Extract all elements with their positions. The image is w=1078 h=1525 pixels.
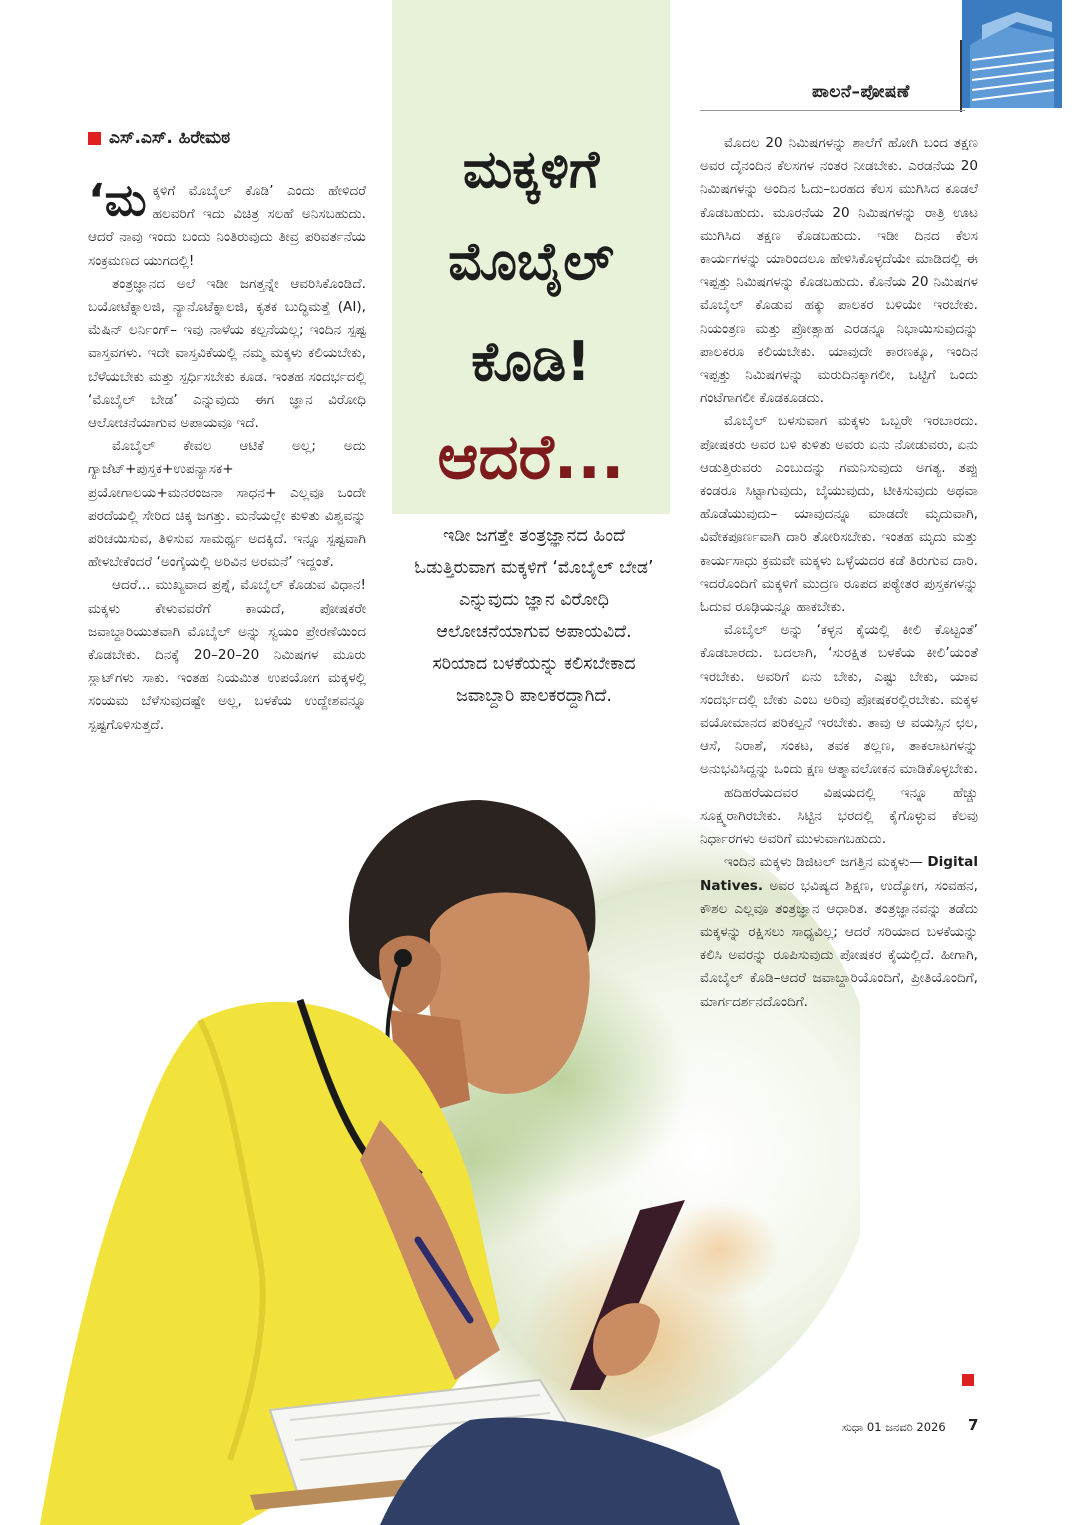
- drop-cap: ‘ಮ: [88, 175, 147, 226]
- header-divider: [960, 40, 962, 112]
- byline: [88, 128, 230, 148]
- paragraph: [88, 175, 366, 273]
- article-right-column: [700, 132, 978, 1014]
- section-underline: [700, 110, 965, 111]
- title-line-3: ಕೊಡಿ!: [471, 330, 591, 393]
- paragraph: ತಂತ್ರಜ್ಞಾನದ ಅಲೆ ಇಡೀ ಜಗತ್ತನ್ನೇ ಆವರಿಸಿಕೊಂಡಿದೆ. ಬಯೋಟೆಕ್ನಾಲಜಿ, ನ್ಯಾನೊಟೆಕ್ನಾಲಜಿ, ಕೃತಕ ಬುದ್ಧಿಮತ್ತೆ (AI), ಮೆಷಿನ್ ಲರ್ನಿಂಗ್– ಇವು ನಾಳೆಯ ಕಲ್ಪನೆಯಲ್ಲ; ಇಂದಿನ ಸ್ಪಷ್ಟ ವಾಸ್ತವಗಳು. ಇದೇ ವಾಸ್ತವಿಕೆಯಲ್ಲಿ ನಮ್ಮ ಮಕ್ಕಳು ಕಲಿಯಬೇಕು, ಬೆಳೆಯಬೇಕು ಮತ್ತು ಸ್ಪರ್ಧಿಸಬೇಕು ಕೂಡ. ಇಂತಹ ಸಂದರ್ಭದಲ್ಲಿ ‘ಮೊಬೈಲ್ ಬೇಡ’ ಎನ್ನುವುದು ಈಗ ಜ್ಞಾನ ವಿರೋಧಿ ಆಲೋಚನೆಯಾಗುವ ಅಪಾಯವೂ ಇದೆ.: [88, 275, 366, 432]
- paragraph: ಮೊದಲ 20 ನಿಮಿಷಗಳನ್ನು ಶಾಲೆಗೆ ಹೋಗಿ ಬಂದ ತಕ್ಷಣ ಅವರ ದೈನಂದಿನ ಕೆಲಸಗಳ ನಂತರ ನೀಡಬೇಕು. ಎರಡನೆಯ 20 ನಿಮಿಷಗಳನ್ನು ಅಂದಿನ ಓದು–ಬರಹದ ಕೆಲಸ ಮುಗಿಸಿದ ಕೂಡಲೆ ಕೊಡಬಹುದು. ಮೂರನೆಯ 20 ನಿಮಿಷಗಳನ್ನು ರಾತ್ರಿ ಊಟ ಮುಗಿಸಿದ ತಕ್ಷಣ ಕೊಡಬಹುದು. ಇಡೀ ದಿನದ ಕೆಲಸ ಕಾರ್ಯಗಳನ್ನು ಯಾರಿಂದಲೂ ಹೇಳಿಸಿಕೊಳ್ಳದೆಯೇ ಮಾಡಿದಲ್ಲಿ ಈ ಇಪ್ಪತ್ತು ನಿಮಿಷಗಳನ್ನು ಕೊಡಬಹುದು. ಕೊನೆಯ 20 ನಿಮಿಷಗಳ ಮೊಬೈಲ್ ಕೊಡುವ ಹಕ್ಕು ಪಾಲಕರ ಬಳಿಯೇ ಇರಬೇಕು. ನಿಯಂತ್ರಣ ಮತ್ತು ಪ್ರೋತ್ಸಾಹ ಎರಡನ್ನೂ ನಿಭಾಯಿಸುವುದನ್ನು ಪಾಲಕರೂ ಕಲಿಯಬೇಕು. ಯಾವುದೇ ಕಾರಣಕ್ಕೂ, ಇಂದಿನ ಇಪ್ಪತ್ತು ನಿಮಿಷಗಳನ್ನು ಮರುದಿನಕ್ಕಾಗಲೀ, ಒಟ್ಟಿಗೆ ಒಂದು ಗಂಟೆಗಾಗಲೀ ಕೊಡಕೂಡದು.: [700, 135, 978, 407]
- paragraph: ಮೊಬೈಲ್ ಕೇವಲ ಆಟಿಕೆ ಅಲ್ಲ; ಅದು ಗ್ಯಾಜೆಟ್+ಪುಸ್ತಕ+ಉಪನ್ಯಾಸಕ+ ಪ್ರಯೋಗಾಲಯ+ಮನರಂಜನಾ ಸಾಧನ+ ಎಲ್ಲವೂ ಒಂದೇ ಪರದೆಯಲ್ಲಿ ಸೇರಿದ ಚಿಕ್ಕ ಜಗತ್ತು. ಮನೆಯಲ್ಲೇ ಕುಳಿತು ವಿಶ್ವವನ್ನು ಪರಿಚಯಿಸುವ, ತಿಳಿಸುವ ಸಾಮರ್ಥ್ಯ ಅದಕ್ಕಿದೆ. ಇನ್ನೂ ಸ್ಪಷ್ಟವಾಗಿ ಹೇಳಬೇಕೆಂದರೆ ‘ಅಂಗೈಯಲ್ಲಿ ಅರಿವಿನ ಅರಮನೆ’ ಇದ್ದಂತೆ.: [88, 438, 366, 571]
- building-logo-icon: [962, 0, 1062, 108]
- paragraph: ಮೊಬೈಲ್ ಅನ್ನು ‘ಕಳ್ಳನ ಕೈಯಲ್ಲಿ ಕೀಲಿ ಕೊಟ್ಟಂತೆ’ ಕೊಡಬಾರದು. ಬದಲಾಗಿ, ‘ಸುರಕ್ಷಿತ ಬಳಕೆಯ ಕೀಲಿ’ಯಂತೆ ಇರಬೇಕು. ಅವರಿಗೆ ಏನು ಬೇಕು, ಎಷ್ಟು ಬೇಕು, ಯಾವ ಸಂದರ್ಭದಲ್ಲಿ ಬೇಕು ಎಂಬ ಅರಿವು ಪೋಷಕರಲ್ಲಿರಬೇಕು. ಮಕ್ಕಳ ವಯೋಮಾನದ ಪರಿಕಲ್ಪನೆ ಇರಬೇಕು. ತಾವು ಆ ವಯಸ್ಸಿನ ಛಲ, ಆಸೆ, ನಿರಾಶೆ, ಸಂಕಟ, ತವಕ ತಲ್ಲಣ, ತಾಕಲಾಟಗಳನ್ನು ಅನುಭವಿಸಿದ್ದನ್ನು ಒಂದು ಕ್ಷಣ ಆತ್ಮಾವಲೋಕನ ಮಾಡಿಕೊಳ್ಳಬೇಕು.: [700, 622, 978, 778]
- paragraph: ಆದರೆ... ಮುಖ್ಯವಾದ ಪ್ರಶ್ನೆ, ಮೊಬೈಲ್ ಕೊಡುವ ವಿಧಾನ! ಮಕ್ಕಳು ಕೇಳುವವರೆಗೆ ಕಾಯದೆ, ಪೋಷಕರೇ ಜವಾಬ್ದಾರಿಯುತವಾಗಿ ಮೊಬೈಲ್ ಅನ್ನು ಸ್ವಯಂ ಪ್ರೇರಣೆಯಿಂದ ಕೊಡಬೇಕು. ದಿನಕ್ಕೆ 20–20–20 ನಿಮಿಷಗಳ ಮೂರು ಸ್ಲಾಟ್‌ಗಳು ಸಾಕು. ಇಂತಹ ನಿಯಮಿತ ಉಪಯೋಗ ಮಕ್ಕಳಲ್ಲಿ ಸಂಯಮ ಬೆಳೆಸುವುದಷ್ಟೇ ಅಲ್ಲ, ಬಳಕೆಯ ಉದ್ದೇಶವನ್ನೂ ಸ್ಪಷ್ಟಗೊಳಿಸುತ್ತದೆ.: [88, 577, 366, 733]
- paragraph: [700, 851, 978, 1013]
- red-square-marker-icon: [88, 132, 101, 145]
- paragraph: ಮೊಬೈಲ್ ಬಳಸುವಾಗ ಮಕ್ಕಳು ಒಬ್ಬರೇ ಇರಬಾರದು. ಪೋಷಕರು ಅವರ ಬಳಿ ಕುಳಿತು ಅವರು ಏನು ನೋಡುವರು, ಏನು ಆಡುತ್ತಿರುವರು ಎಂಬುದನ್ನು ಗಮನಿಸುವುದು ಅಗತ್ಯ. ತಪ್ಪು ಕಂಡರೂ ಸಿಟ್ಟಾಗುವುದು, ಬೈಯುವುದು, ಟೀಕಿಸುವುದು ಅಥವಾ ಹೊಡೆಯುವುದು– ಯಾವುದನ್ನೂ ಮಾಡದೇ ಮೃದುವಾಗಿ, ವಿವೇಕಪೂರ್ಣವಾಗಿ ದಾರಿ ತೋರಿಸಬೇಕು. ಇಂತಹ ಮೃದು ಮತ್ತು ಕಾರ್ಯಸಾಧು ಕ್ರಮವೇ ಮಕ್ಕಳು ಒಳ್ಳೆಯದರ ಕಡೆ ತಿರುಗುವ ದಾರಿ. ಇದರೊಂದಿಗೆ ಮಕ್ಕಳಿಗೆ ಮುದ್ರಣ ರೂಪದ ಪಠ್ಯೇತರ ಪುಸ್ತಕಗಳನ್ನು ಓದುವ ರೂಢಿಯನ್ನೂ ಹಾಕಬೇಕು.: [700, 413, 978, 616]
- title-line-4: ಆದರೆ...: [437, 420, 625, 493]
- title-line-2: ಮೊಬೈಲ್: [448, 232, 614, 292]
- page-number: 7: [968, 1416, 979, 1434]
- issue-footer: ಸುಧಾ 01 ಜನವರಿ 2026: [842, 1420, 946, 1434]
- paragraph-text: ಕ್ಕಳಿಗೆ ಮೊಬೈಲ್ ಕೊಡಿ’ ಎಂದು ಹೇಳಿದರೆ ಹಲವರಿಗೆ ಇದು ವಿಚಿತ್ರ ಸಲಹೆ ಅನಿಸಬಹುದು. ಆದರೆ ನಾವು ಇಂದು ಬಂದು ನಿಂತಿರುವುದು ತೀವ್ರ ಪರಿವರ್ತನೆಯ ಸಂಕ್ರಮಣದ ಯುಗದಲ್ಲಿ!: [88, 183, 366, 269]
- section-label: ಪಾಲನೆ–ಪೋಷಣೆ: [812, 82, 910, 102]
- author-name: ಎಸ್.ಎಸ್. ಹಿರೇಮಠ: [109, 128, 231, 148]
- title-line-1: ಮಕ್ಕಳಿಗೆ: [462, 140, 600, 200]
- pull-quote: ಇಡೀ ಜಗತ್ತೇ ತಂತ್ರಜ್ಞಾನದ ಹಿಂದೆ ಓಡುತ್ತಿರುವಾಗ ಮಕ್ಕಳಿಗೆ ‘ಮೊಬೈಲ್ ಬೇಡ’ ಎನ್ನುವುದು ಜ್ಞಾನ ವಿರೋಧಿ ಆಲೋಚನೆಯಾಗುವ ಅಪಾಯವಿದೆ. ಸರಿಯಾದ ಬಳಕೆಯನ್ನು ಕಲಿಸಬೇಕಾದ ಜವಾಬ್ದಾರಿ ಪಾಲಕರದ್ದಾಗಿದೆ.: [414, 526, 654, 706]
- paragraph-text: ಇಂದಿನ ಮಕ್ಕಳು ಡಿಜಿಟಲ್ ಜಗತ್ತಿನ ಮಕ್ಕಳು—: [724, 854, 928, 871]
- paragraph: ಹದಿಹರೆಯದವರ ವಿಷಯದಲ್ಲಿ ಇನ್ನೂ ಹೆಚ್ಚು ಸೂಕ್ಷ್ಮರಾಗಿರಬೇಕು. ಸಿಟ್ಟಿನ ಭರದಲ್ಲಿ ಕೈಗೊಳ್ಳುವ ಕೆಲವು ನಿರ್ಧಾರಗಳು ಅವರಿಗೆ ಮುಳುವಾಗಬಹುದು.: [700, 784, 978, 848]
- article-left-column: [88, 175, 366, 737]
- end-mark-icon: [962, 1374, 974, 1386]
- title-panel: [392, 0, 670, 514]
- paragraph-text: ಅವರ ಭವಿಷ್ಯದ ಶಿಕ್ಷಣ, ಉದ್ಯೋಗ, ಸಂವಹನ, ಕೌಶಲ ಎಲ್ಲವೂ ತಂತ್ರಜ್ಞಾನ ಆಧಾರಿತ. ತಂತ್ರಜ್ಞಾನವನ್ನು ತಡೆದು ಮಕ್ಕಳನ್ನು ರಕ್ಷಿಸಲು ಸಾಧ್ಯವಿಲ್ಲ; ಆದರೆ ಸರಿಯಾದ ಬಳಕೆಯನ್ನು ಕಲಿಸಿ ಅವರನ್ನು ರೂಪಿಸುವುದು ಪೋಷಕರ ಕೈಯಲ್ಲಿದೆ. ಹೀಗಾಗಿ, ಮೊಬೈಲ್ ಕೊಡಿ–ಆದರೆ ಜವಾಬ್ದಾರಿಯೊಂದಿಗೆ, ಪ್ರೀತಿಯೊಂದಿಗೆ, ಮಾರ್ಗದರ್ಶನದೊಂದಿಗೆ.: [700, 877, 978, 1010]
- paragraph-bold-text: Digital Natives.: [700, 854, 978, 894]
